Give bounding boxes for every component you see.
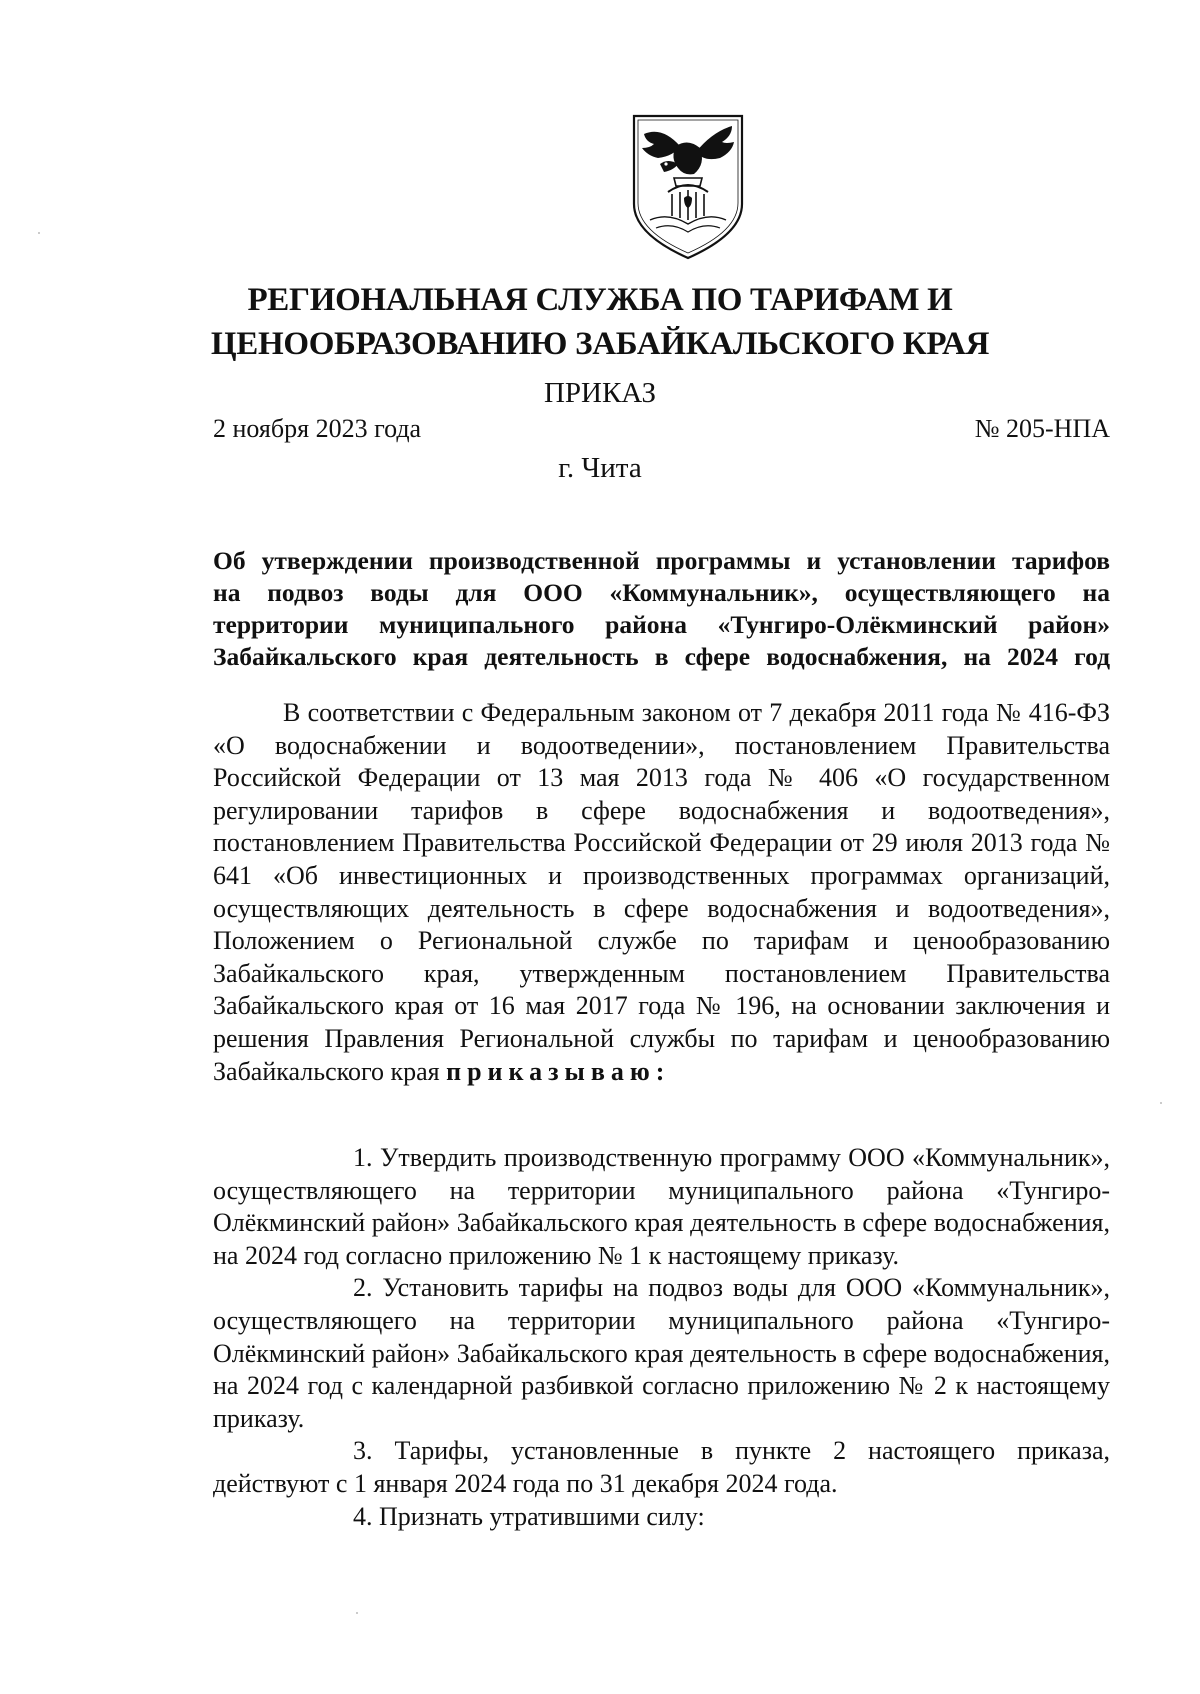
order-item-number: 4. [353, 1501, 373, 1531]
order-date: 2 ноября 2023 года [213, 414, 422, 443]
organization-title-line-1: РЕГИОНАЛЬНАЯ СЛУЖБА ПО ТАРИФАМ И [247, 282, 953, 318]
order-item [213, 1142, 1110, 1272]
scan-speck [38, 232, 40, 234]
preamble-text: В соответствии с Федеральным законом от 7 декабря 2011 года № 416-ФЗ «О водоснабжении и водоотведении», постановлением Правительства Российской Федерации от 13 мая 2013 года № 406 «О государственном регулировании тарифов в сфере водоснабжения и водоотведения», постановлением Правительства Российской Федерации от 29 июля 2013 года № 641 «Об инвестиционных и производственных программах организаций, осуществляющих деятельность в сфере водоснабжения и водоотведения», Положением о Региональной службе по тарифам и ценообразованию Забайкальского края, утвержденным постановлением Правительства Забайкальского края от 16 мая 2017 года № 196, на основании заключения и решения Правления Региональной службы по тарифам и ценообразованию Забайкальского края [213, 698, 1110, 1086]
order-subject-line-3: территории муниципального района «Тунгиро-Олёкминский район» [213, 610, 1110, 639]
scan-speck [1160, 1102, 1162, 1104]
order-command: приказываю: [446, 1056, 671, 1086]
order-items [213, 1142, 1110, 1533]
order-item [213, 1435, 1110, 1500]
order-item-text: Тарифы, установленные в пункте 2 настоящего приказа, действуют с 1 января 2024 года по 31 декабря 2024 года. [213, 1436, 1110, 1498]
order-subject-line-1: Об утверждении производственной программы и установлении тарифов [213, 546, 1110, 575]
order-item-number: 2. [353, 1273, 373, 1303]
order-item-text: Признать утратившими силу: [379, 1501, 705, 1531]
document-type: ПРИКАЗ [543, 377, 657, 409]
preamble [213, 697, 1110, 1088]
scan-speck [356, 1612, 358, 1614]
order-city: г. Чита [558, 452, 642, 484]
order-item-text: Установить тарифы на подвоз воды для ООО «Коммунальник», осуществляющего на территории муниципального района «Тунгиро-Олёкминский район» Забайкальского края деятельность в сфере водоснабжения, на 2024 год с календарной разбивкой согласно приложению № 2 к настоящему приказу. [213, 1273, 1110, 1433]
order-item-number: 3. [353, 1436, 373, 1466]
order-subject-line-2: на подвоз воды для ООО «Коммунальник», осуществляющего на [213, 578, 1110, 607]
order-item [213, 1272, 1110, 1435]
order-subject [213, 545, 1110, 673]
order-subject-line-4: Забайкальского края деятельность в сфере водоснабжения, на 2024 год [213, 642, 1110, 671]
organization-title [180, 278, 1020, 366]
coat-of-arms-icon [628, 112, 748, 262]
order-number: № 205-НПА [974, 414, 1110, 443]
order-item-text: Утвердить производственную программу ООО «Коммунальник», осуществляющего на территории муниципального района «Тунгиро-Олёкминский район» Забайкальского края деятельность в сфере водоснабжения, на 2024 год согласно приложению № 1 к настоящему приказу. [213, 1143, 1110, 1270]
order-item [213, 1501, 1110, 1534]
order-item-number: 1. [353, 1143, 373, 1172]
organization-title-line-2: ЦЕНООБРАЗОВАНИЮ ЗАБАЙКАЛЬСКОГО КРАЯ [210, 326, 990, 362]
